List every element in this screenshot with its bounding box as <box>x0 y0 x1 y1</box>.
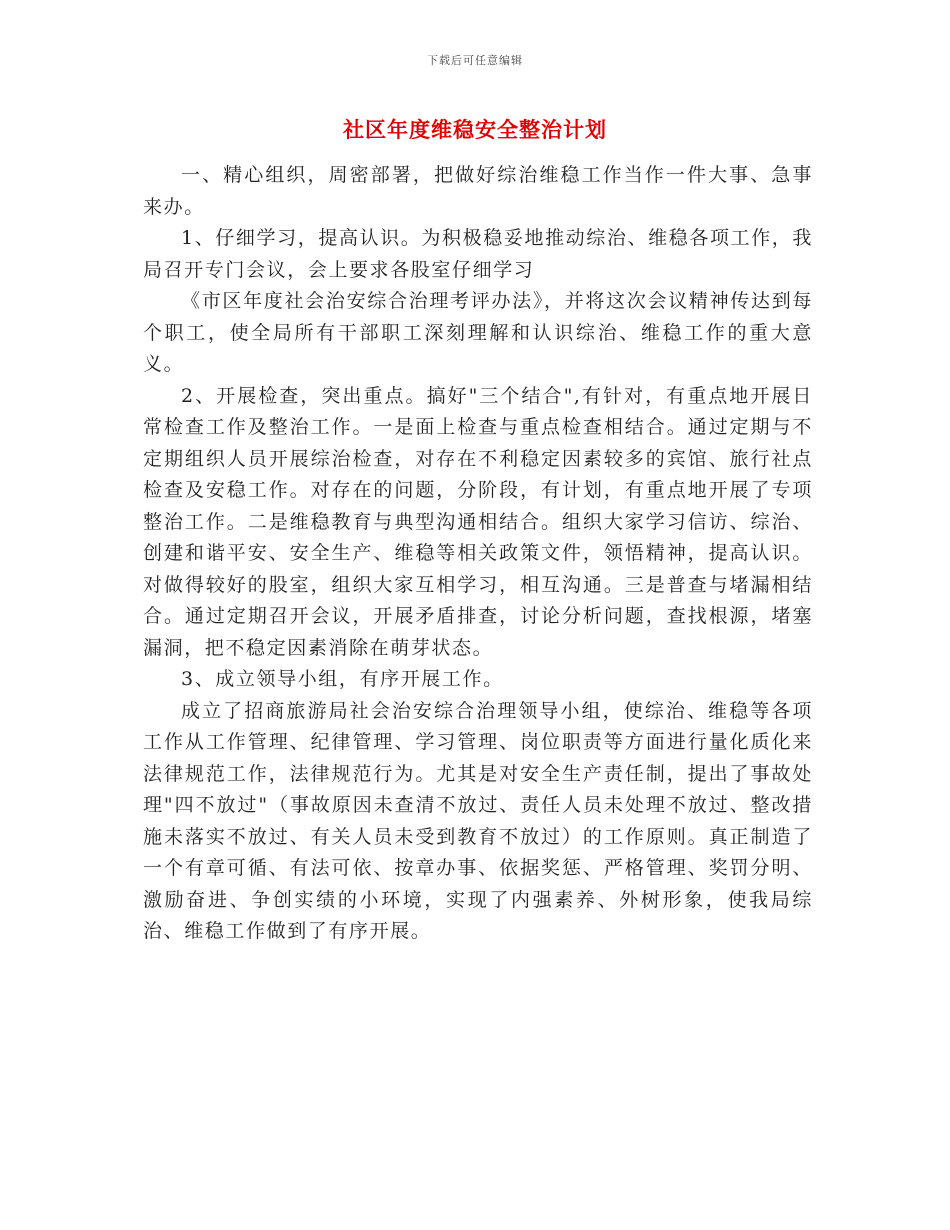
paragraph-item-one-continued: 《市区年度社会治安综合治理考评办法》，并将这次会议精神传达到每个职工，使全局所有干部职工深刻理解和认识综治、维稳工作的重大意义。 <box>143 290 813 375</box>
document-title: 社区年度维稳安全整治计划 <box>343 117 607 142</box>
header-note: 下载后可任意编辑 <box>427 54 523 67</box>
paragraph-item-three-detail: 成立了招商旅游局社会治安综合治理领导小组，使综治、维稳等各项工作从工作管理、纪律管理、学习管理、岗位职责等方面进行量化质化来法律规范工作，法律规范行为。尤其是对安全生产责任制，提出了事故处理"四不放过"（事故原因未查清不放过、责任人员未处理不放过、整改措施未落实不放过、有关人员未受到教育不放过）的工作原则。真正制造了一个有章可循、有法可依、按章办事、依据奖惩、严格管理、奖罚分明、激励奋进、争创实绩的小环境，实现了内强素养、外树形象，使我局综治、维稳工作做到了有序开展。 <box>143 699 813 942</box>
paragraph-item-one: 1、仔细学习，提高认识。为积极稳妥地推动综治、维稳各项工作，我局召开专门会议，会上要求各股室仔细学习 <box>143 227 813 281</box>
paragraph-section-one: 一、精心组织，周密部署，把做好综治维稳工作当作一件大事、急事来办。 <box>143 164 813 218</box>
paragraph-item-two: 2、开展检查，突出重点。搞好"三个结合",有针对，有重点地开展日常检查工作及整治工作。一是面上检查与重点检查相结合。通过定期与不定期组织人员开展综治检查，对存在不利稳定因素较多的宾馆、旅行社点检查及安稳工作。对存在的问题，分阶段，有计划，有重点地开展了专项整治工作。二是维稳教育与典型沟通相结合。组织大家学习信访、综治、创建和谐平安、安全生产、维稳等相关政策文件，领悟精神，提高认识。对做得较好的股室，组织大家互相学习，相互沟通。三是普查与堵漏相结合。通过定期召开会议，开展矛盾排查，讨论分析问题，查找根源，堵塞漏洞，把不稳定因素消除在萌芽状态。 <box>143 384 813 659</box>
paragraph-item-three: 3、成立领导小组，有序开展工作。 <box>181 668 504 690</box>
document-body <box>143 160 813 948</box>
